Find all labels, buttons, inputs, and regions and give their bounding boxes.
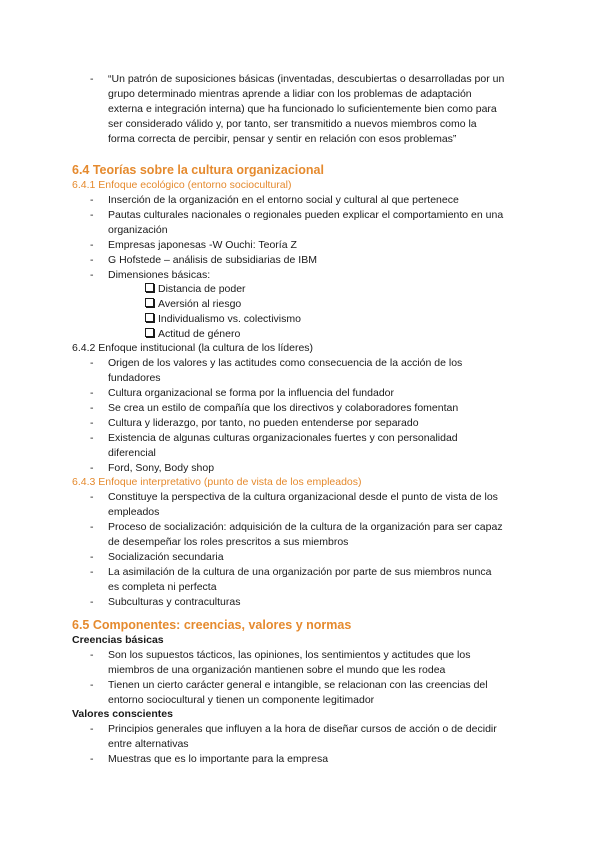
bullet-dash: - (90, 491, 94, 503)
list-item-continuation: entre alternativas (108, 738, 189, 750)
list-item: Empresas japonesas -W Ouchi: Teoría Z (108, 239, 297, 251)
list-item-continuation: de desempeñar los roles prescritos a sus miembros (108, 536, 349, 548)
quote-line: grupo determinado mientras aprende a lidiar con los problemas de adaptación (108, 88, 472, 100)
section-heading-6-5: 6.5 Componentes: creencias, valores y normas (72, 618, 352, 632)
list-item: Muestras que es lo importante para la empresa (108, 753, 329, 765)
list-item: Cultura organizacional se forma por la influencia del fundador (108, 387, 395, 399)
checkbox-item (145, 327, 240, 342)
list-item: Existencia de algunas culturas organizacionales fuertes y con personalidad (108, 432, 458, 444)
bullet-dash: - (90, 462, 94, 474)
list-item-continuation: es completa ni perfecta (108, 581, 217, 593)
bullet-dash: - (90, 417, 94, 429)
checkbox-item (145, 282, 246, 297)
bullet-dash: - (90, 209, 94, 221)
list-item-continuation: empleados (108, 506, 160, 518)
checkbox-item (145, 297, 241, 312)
checkbox-icon (145, 328, 154, 337)
subheading-creencias: Creencias básicas (72, 634, 164, 646)
subsection-heading-6-4-1: 6.4.1 Enfoque ecológico (entorno sociocultural) (72, 179, 292, 191)
list-item: Constituye la perspectiva de la cultura organizacional desde el punto de vista de los (108, 491, 498, 503)
bullet-dash: - (90, 269, 94, 281)
subsection-heading-6-4-3: 6.4.3 Enfoque interpretativo (punto de vista de los empleados) (72, 476, 362, 488)
list-item: Principios generales que influyen a la hora de diseñar cursos de acción o de decidir (108, 723, 497, 735)
checkbox-icon (145, 313, 154, 322)
bullet-dash: - (90, 387, 94, 399)
checkbox-label: Aversión al riesgo (158, 298, 242, 310)
list-item: Son los supuestos tácticos, las opiniones, los sentimientos y actitudes que los (108, 649, 471, 661)
list-item-continuation: miembros de una organización mantienen sobre el mundo que les rodea (108, 664, 446, 676)
list-item: Origen de los valores y las actitudes como consecuencia de la acción de los (108, 357, 463, 369)
checkbox-label: Individualismo vs. colectivismo (158, 313, 301, 325)
list-item-continuation: organización (108, 224, 168, 236)
list-item: Proceso de socialización: adquisición de la cultura de la organización para ser capaz (108, 521, 503, 533)
bullet-dash: - (90, 402, 94, 414)
bullet-dash: - (90, 723, 94, 735)
list-item: Se crea un estilo de compañía que los directivos y colaboradores fomentan (108, 402, 459, 414)
bullet-dash: - (90, 596, 94, 608)
list-item: Tienen un cierto carácter general e intangible, se relacionan con las creencias del (108, 679, 488, 691)
list-item: G Hofstede – análisis de subsidiarias de IBM (108, 254, 317, 266)
list-item: Pautas culturales nacionales o regionales pueden explicar el comportamiento en una (108, 209, 504, 221)
bullet-dash: - (90, 239, 94, 251)
bullet-dash: - (90, 551, 94, 563)
bullet-dash: - (90, 521, 94, 533)
subheading-valores: Valores conscientes (72, 708, 173, 720)
bullet-dash: - (90, 753, 94, 765)
list-item: Inserción de la organización en el entorno social y cultural al que pertenece (108, 194, 459, 206)
quote-line: ser considerado válido y, por tanto, ser transmitido a nuevos miembros como la (108, 118, 477, 130)
list-item: Cultura y liderazgo, por tanto, no pueden entenderse por separado (108, 417, 419, 429)
list-item-continuation: fundadores (108, 372, 161, 384)
bullet-dash: - (90, 194, 94, 206)
quote-line: externa e integración interna) que ha funcionado lo suficientemente bien como para (108, 103, 497, 115)
bullet-dash: - (90, 254, 94, 266)
bullet-dash: - (90, 73, 94, 85)
bullet-dash: - (90, 566, 94, 578)
list-item: La asimilación de la cultura de una organización por parte de sus miembros nunca (108, 566, 492, 578)
quote-line: “Un patrón de suposiciones básicas (inventadas, descubiertas o desarrolladas por un (108, 73, 505, 85)
checkbox-item (145, 312, 301, 327)
checkbox-icon (145, 298, 154, 307)
checkbox-icon (145, 283, 154, 292)
quote-line: forma correcta de percibir, pensar y sentir en relación con esos problemas” (108, 133, 457, 145)
bullet-dash: - (90, 357, 94, 369)
list-item: Socialización secundaria (108, 551, 224, 563)
list-item: Dimensiones básicas: (108, 269, 211, 281)
bullet-dash: - (90, 649, 94, 661)
section-heading-6-4: 6.4 Teorías sobre la cultura organizacional (72, 163, 324, 177)
list-item: Ford, Sony, Body shop (108, 462, 215, 474)
list-item-continuation: diferencial (108, 447, 156, 459)
checkbox-label: Actitud de género (158, 328, 241, 340)
checkbox-label: Distancia de poder (158, 283, 246, 295)
list-item-continuation: entorno sociocultural y tienen un componente legitimador (108, 694, 375, 706)
bullet-dash: - (90, 432, 94, 444)
bullet-dash: - (90, 679, 94, 691)
subsection-heading-6-4-2: 6.4.2 Enfoque institucional (la cultura de los líderes) (72, 342, 314, 354)
list-item: Subculturas y contraculturas (108, 596, 241, 608)
